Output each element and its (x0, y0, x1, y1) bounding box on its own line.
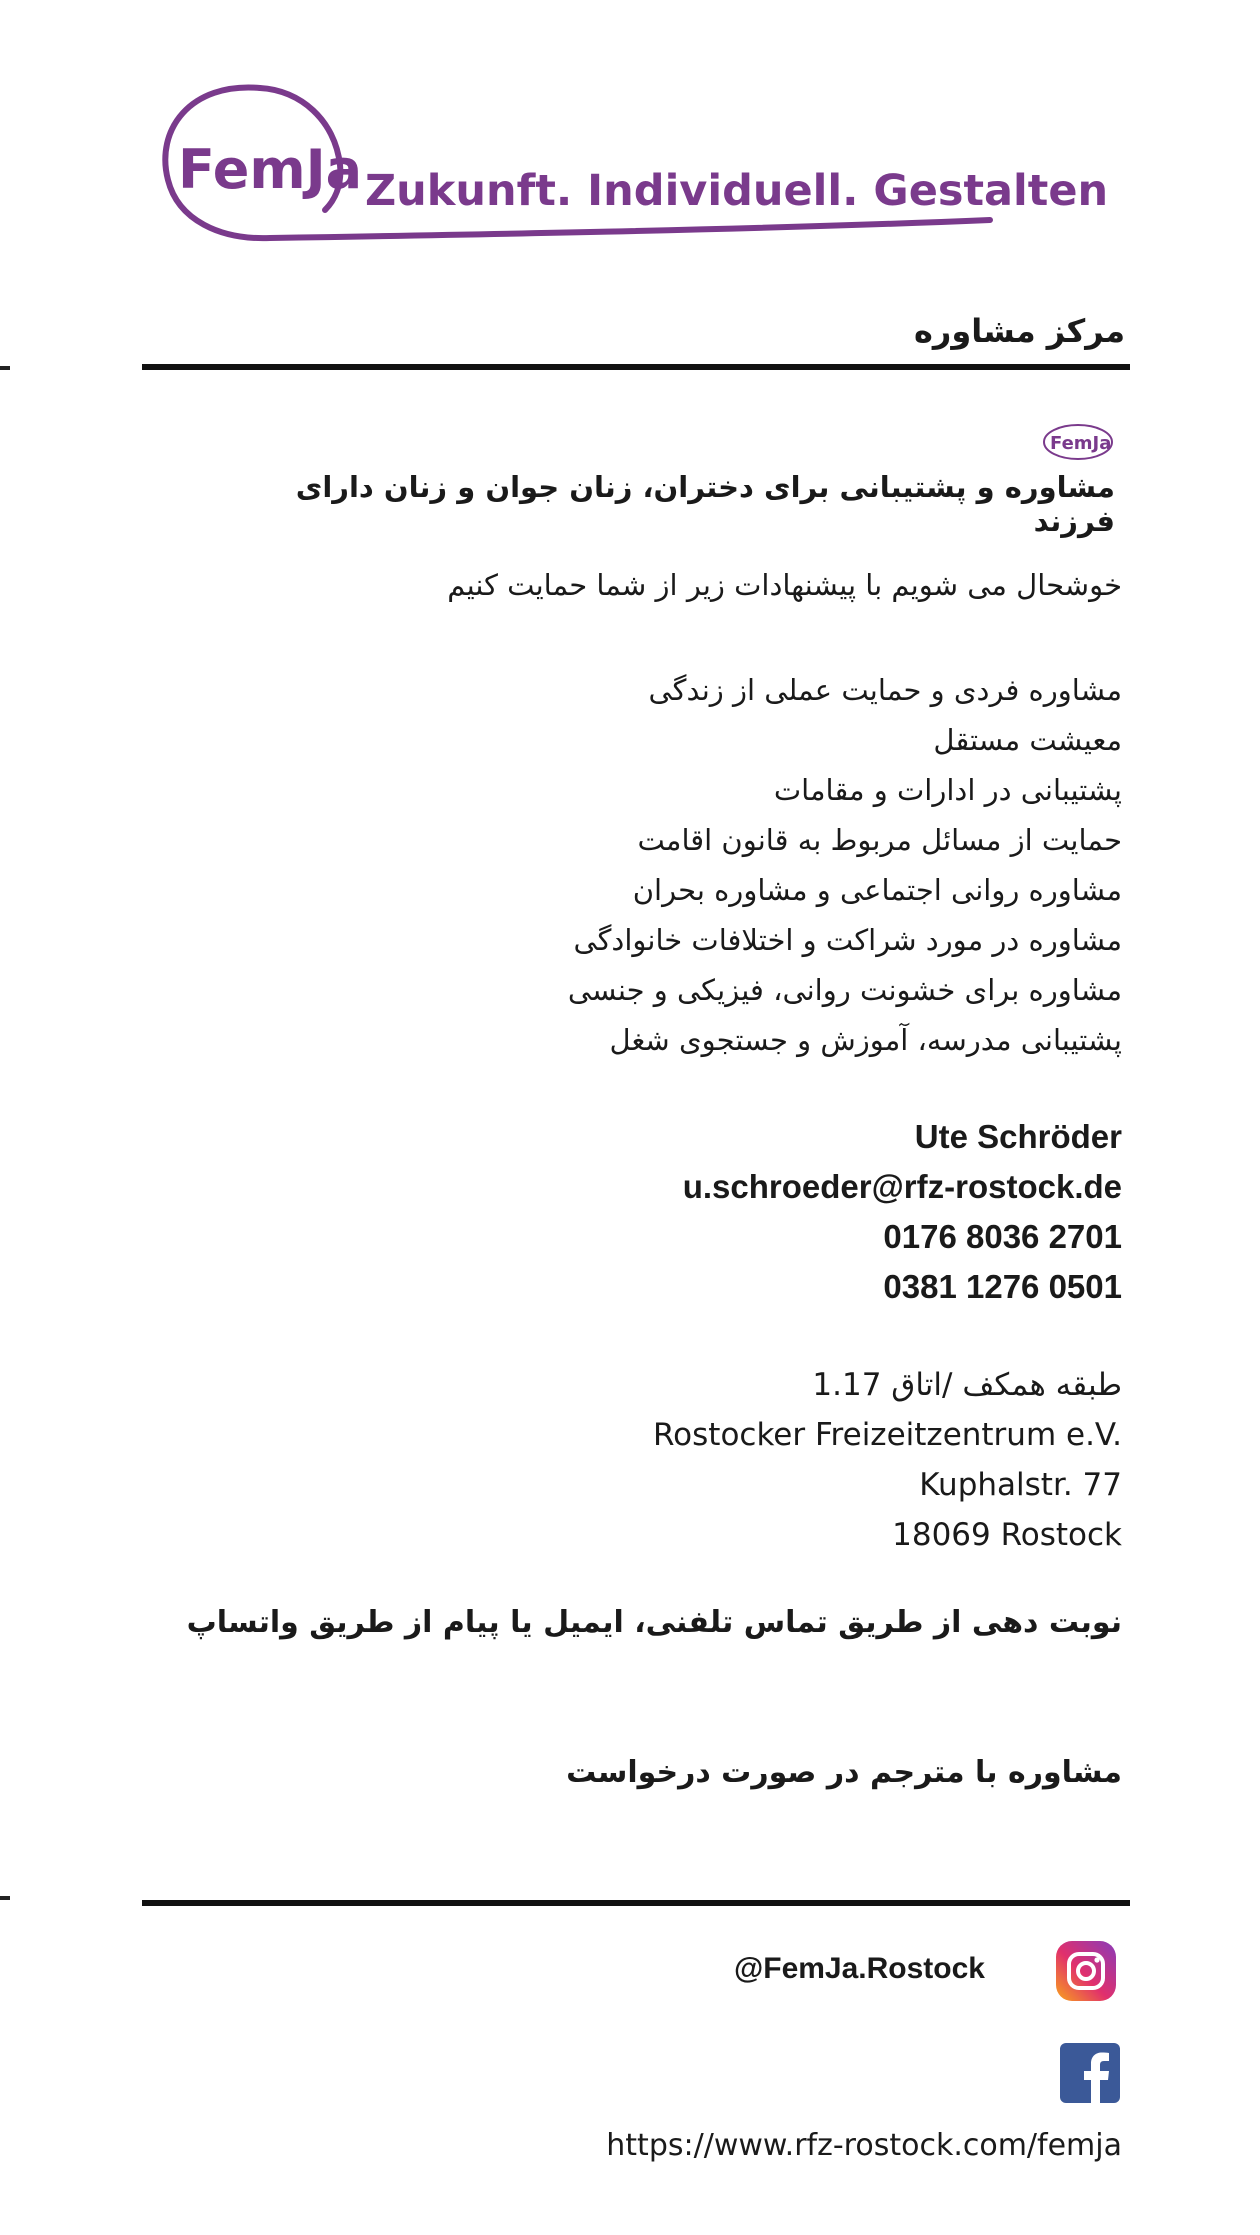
section-title: مرکز مشاوره (914, 312, 1125, 350)
list-item: مشاوره در مورد شراکت و اختلافات خانوادگی (573, 923, 1122, 957)
intro-text: خوشحال می شویم با پیشنهادات زیر از شما حمایت کنیم (447, 568, 1122, 602)
top-divider (142, 364, 1130, 370)
bottom-divider (142, 1900, 1130, 1906)
list-item: مشاوره برای خشونت روانی، فیزیکی و جنسی (567, 973, 1122, 1007)
mini-logo (1040, 422, 1120, 464)
mini-logo-text: FemJa (1050, 433, 1112, 454)
website-link[interactable]: https://www.rfz-rostock.com/femja (606, 2128, 1122, 2163)
header-logo (150, 70, 1109, 250)
list-item: مشاوره روانی اجتماعی و مشاوره بحران (632, 873, 1122, 907)
address-block (322, 1360, 1122, 1560)
tagline: Zukunft. Individuell. Gestalten (365, 166, 1109, 216)
address-room: طبقه همکف /اتاق 1.17 (812, 1367, 1122, 1403)
contact-email[interactable]: u.schroeder@rfz-rostock.de (682, 1168, 1122, 1205)
logo-text: FemJa (178, 138, 363, 201)
edge-mark (0, 1896, 10, 1900)
list-item: پشتیبانی در ادارات و مقامات (773, 773, 1122, 807)
list-item: معیشت مستقل (933, 723, 1122, 757)
contact-name: Ute Schröder (914, 1118, 1122, 1155)
list-item: مشاوره فردی و حمایت عملی از زندگی (648, 673, 1122, 707)
address-city: 18069 Rostock (892, 1517, 1122, 1553)
subtitle: مشاوره و پشتیبانی برای دختران، زنان جوان و زنان دارای فرزند (295, 470, 1115, 538)
edge-mark (0, 366, 10, 370)
list-item: حمایت از مسائل مربوط به قانون اقامت (637, 823, 1122, 857)
interpreter-info: مشاوره با مترجم در صورت درخواست (566, 1755, 1122, 1790)
address-street: Kuphalstr. 77 (919, 1467, 1122, 1503)
instagram-icon[interactable] (1055, 1940, 1117, 2002)
address-organization: Rostocker Freizeitzentrum e.V. (653, 1417, 1122, 1453)
list-item: پشتیبانی مدرسه، آموزش و جستجوی شغل (609, 1023, 1122, 1057)
contact-phone-landline[interactable]: 0381 1276 0501 (883, 1268, 1122, 1305)
contact-block (422, 1112, 1122, 1312)
femja-logo-graphic (150, 70, 1109, 250)
appointment-info: نوبت دهی از طریق تماس تلفنی، ایمیل یا پیام از طریق واتساپ (186, 1605, 1122, 1640)
contact-phone-mobile[interactable]: 0176 8036 2701 (883, 1218, 1122, 1255)
instagram-handle[interactable]: @FemJa.Rostock (733, 1952, 985, 1985)
facebook-icon[interactable] (1060, 2043, 1120, 2103)
offer-list (222, 665, 1122, 1065)
